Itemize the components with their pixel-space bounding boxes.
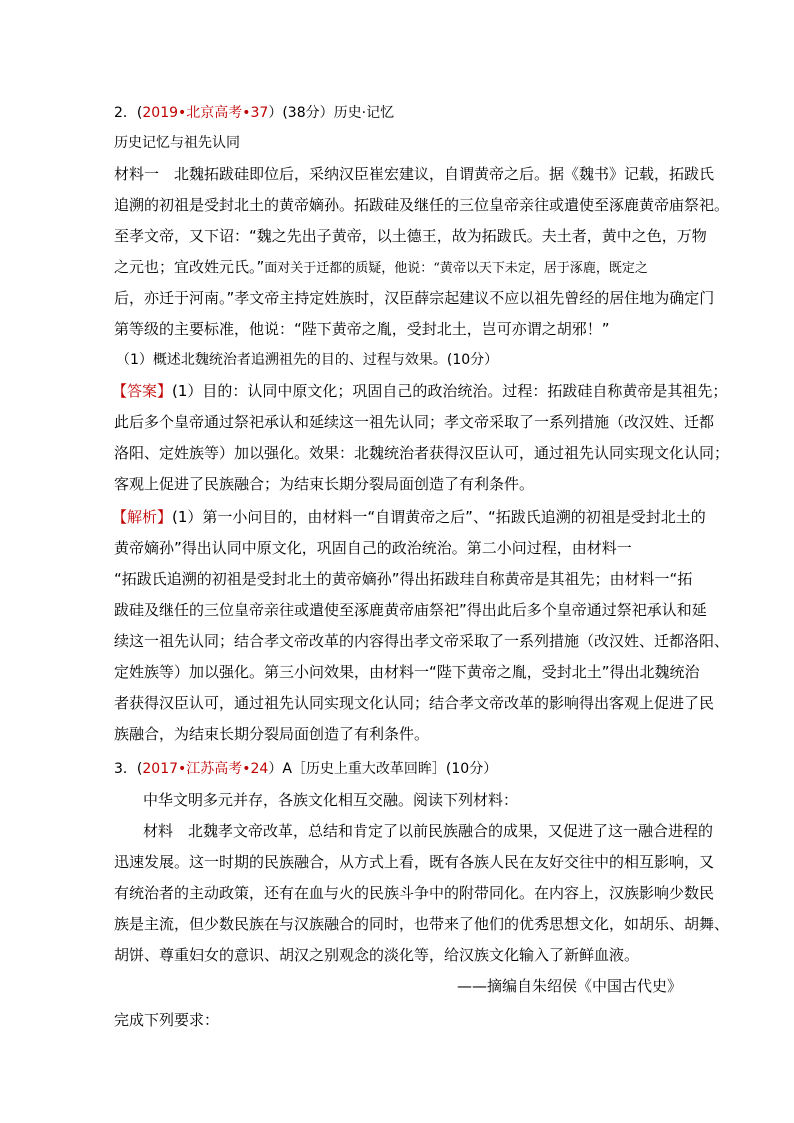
analysis-tag: 【解析】 [112, 508, 173, 526]
q3-number: 3．( [114, 761, 143, 777]
q2-answer-line [112, 381, 727, 401]
q2-material-text: 面对关于迁都的质疑，他说：“黄帝以天下未定，居于涿鹿，既定之 [264, 261, 648, 276]
q2-subtitle: 历史记忆与祖先认同 [114, 135, 240, 151]
q3-instruction: 完成下列要求： [114, 1011, 220, 1029]
q2-material-line: 至孝文帝，又下诏：“魏之先出子黄帝，以土德王，故为拓跋氏。夫土者，黄中之色，万物 [114, 227, 707, 245]
q3-tail: ）A［历史上重大改革回眸］(10分） [268, 761, 498, 777]
q3-intro: 中华文明多元并存，各族文化相互交融。阅读下列材料： [143, 791, 519, 809]
q3-material-line: 胡饼、尊重妇女的意识、胡汉之别观念的淡化等，给汉族文化输入了新鲜血液。 [114, 946, 640, 964]
q3-material-line: 有统治者的主动政策，还有在血与火的民族斗争中的附带同化。在内容上，汉族影响少数民 [114, 884, 715, 902]
answer-tag: 【答案】 [112, 382, 173, 400]
q2-answer-line: 洛阳、定姓族等）加以强化。效果：北魏统治者获得汉臣认可，通过祖先认同实现文化认同； [114, 444, 730, 462]
q2-tail: ）(38分）历史·记忆 [268, 105, 395, 121]
q2-material-text: 之元也；宜改姓元氏。” [114, 258, 265, 276]
q2-analysis-line: 定姓族等）加以强化。第三小问效果，由材料一“陛下黄帝之胤，受封北土”得出北魏统治 [114, 663, 700, 681]
q2-analysis-line: 族融合，为结束长期分裂局面创造了有利条件。 [114, 725, 430, 743]
q2-analysis-line: 黄帝嫡孙”得出认同中原文化，巩固自己的政治统治。第二小问过程，由材料一 [114, 539, 632, 557]
q3-citation: ——摘编自朱绍侯《中国古代史》 [456, 977, 682, 995]
q3-material-line: 族是主流，但少数民族在与汉族融合的同时，也带来了他们的优秀思想文化，如胡乐、胡舞、 [114, 915, 730, 933]
q2-answer-line: 客观上促进了民族融合；为结束长期分裂局面创造了有利条件。 [114, 475, 535, 493]
q2-analysis-line: 跋硅及继任的三位皇帝亲往或遣使至涿鹿黄帝庙祭祀”得出此后多个皇帝通过祭祀承认和延 [114, 601, 707, 619]
q2-analysis-line: “拓跋氏追溯的初祖是受封北土的黄帝嫡孙”得出拓跋珪自称黄帝是其祖先；由材料一“拓 [114, 570, 693, 588]
q2-material-line [114, 257, 648, 279]
q2-number: 2．( [114, 105, 143, 121]
q3-material-line: 材料 北魏孝文帝改革，总结和肯定了以前民族融合的成果，又促进了这一融合进程的 [143, 822, 714, 840]
q2-material-line: 后，亦迁于河南。”孝文帝主持定姓族时，汉臣薛宗起建议不应以祖先曾经的居住地为确定门 [114, 289, 715, 307]
analysis-text: (1）第一小问目的，由材料一“自谓黄帝之后”、“拓跋氏追溯的初祖是受封北土的 [172, 508, 706, 526]
q2-header [114, 103, 394, 123]
q3-header [114, 759, 497, 779]
q3-material-line: 迅速发展。这一时期的民族融合，从方式上看，既有各族人民在友好交往中的相互影响，又 [114, 853, 715, 871]
q2-analysis-line: 续这一祖先认同；结合孝文帝改革的内容得出孝文帝采取了一系列措施（改汉姓、迁都洛阳、 [114, 632, 730, 650]
answer-text: (1）目的：认同中原文化；巩固自己的政治统治。过程：拓跋硅自称黄帝是其祖先； [172, 382, 728, 400]
q2-material-line: 第等级的主要标准，他说：“陛下黄帝之胤，受封北土，岂可亦谓之胡邪！” [114, 320, 610, 338]
q2-analysis-line: 者获得汉臣认可，通过祖先认同实现文化认同；结合孝文帝改革的影响得出客观上促进了民 [114, 694, 715, 712]
q2-source: 2019•北京高考•37 [142, 105, 269, 121]
q2-material-line: 材料一 北魏拓跋硅即位后，采纳汉臣崔宏建议，自谓黄帝之后。据《魏书》记载，拓跋氏 [114, 165, 715, 183]
q2-question: （1）概述北魏统治者追溯祖先的目的、过程与效果。(10分） [116, 352, 499, 368]
q2-answer-line: 此后多个皇帝通过祭祀承认和延续这一祖先认同；孝文帝采取了一系列措施（改汉姓、迁都 [114, 413, 715, 431]
q2-material-line: 追溯的初祖是受封北土的黄帝嫡孙。拓跋硅及继任的三位皇帝亲往或遣使至涿鹿黄帝庙祭祀。 [114, 196, 730, 214]
q2-analysis-line [112, 507, 706, 527]
q3-source: 2017•江苏高考•24 [142, 761, 269, 777]
